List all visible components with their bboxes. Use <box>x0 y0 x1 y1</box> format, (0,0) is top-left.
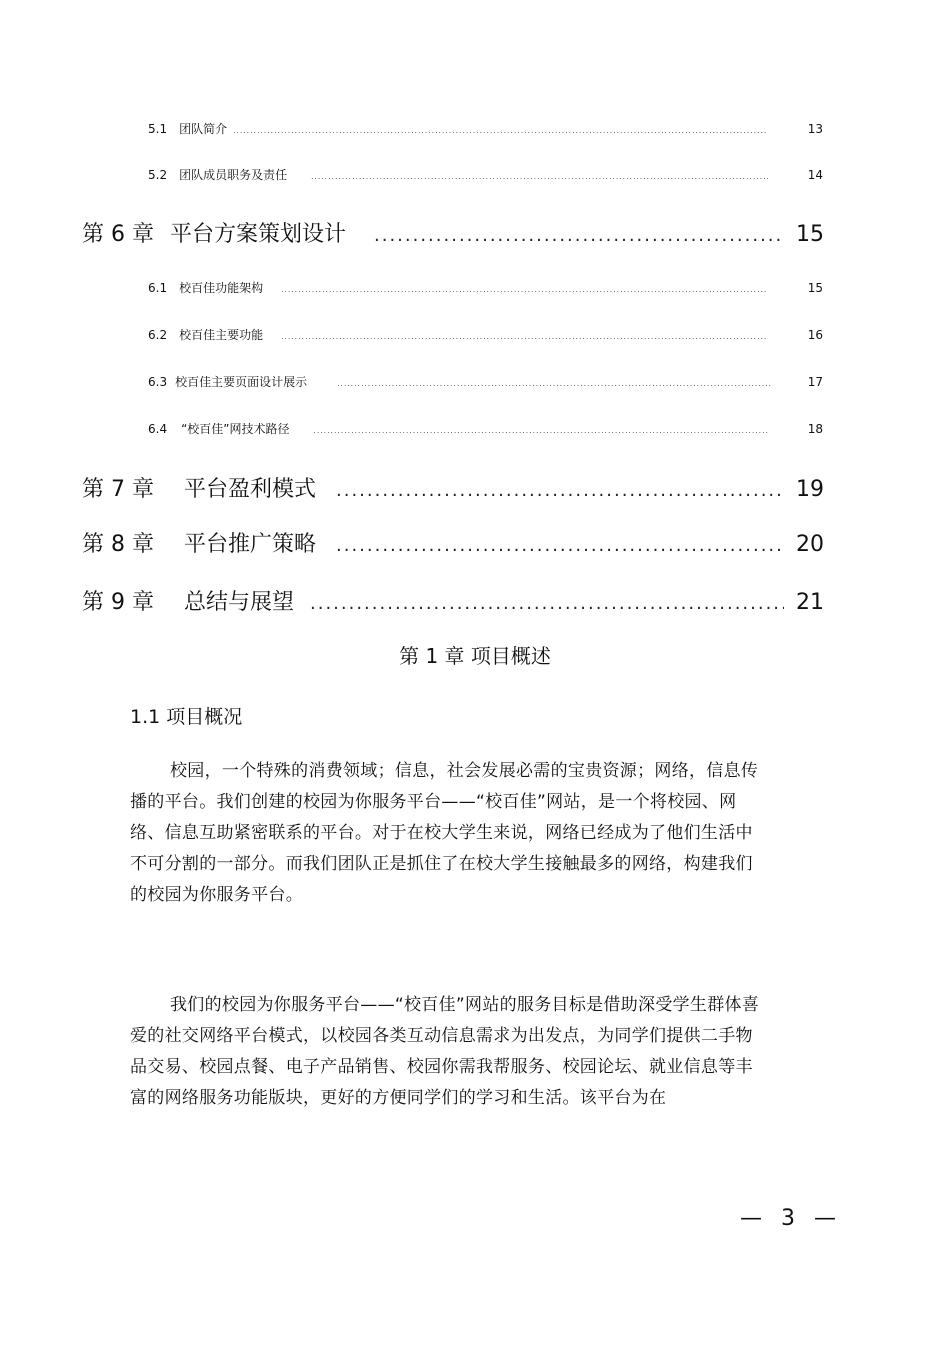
toc-page-number: 21 <box>796 590 824 615</box>
toc-page-number: 19 <box>796 477 824 502</box>
toc-entry[interactable] <box>82 527 824 558</box>
toc-entry[interactable] <box>148 373 823 390</box>
toc-entry-label: 6.3 校百佳主要页面设计展示 <box>148 375 308 389</box>
toc-leader <box>314 427 768 435</box>
toc-entry-label: 6.2 校百佳主要功能 <box>148 328 264 342</box>
toc-entry[interactable] <box>82 472 824 503</box>
toc-entry[interactable] <box>148 420 823 437</box>
toc-entry-label: 6.4 “校百佳”网技术路径 <box>148 422 290 436</box>
toc-entry[interactable] <box>148 326 823 343</box>
toc-leader <box>374 225 784 246</box>
toc-entry-label: 5.2 团队成员职务及责任 <box>148 168 288 182</box>
page-number: — 3 — <box>740 1206 842 1231</box>
toc-entry-label: 第 7 章 平台盈利模式 <box>82 477 316 502</box>
toc-entry[interactable] <box>82 585 824 616</box>
toc-page-number: 15 <box>796 222 824 247</box>
toc-entry-label: 第 6 章 平台方案策划设计 <box>82 222 346 247</box>
toc-entry[interactable] <box>82 217 824 248</box>
toc-leader <box>311 173 768 181</box>
toc-entry[interactable] <box>148 279 823 296</box>
toc-leader <box>281 286 766 294</box>
toc-leader <box>337 380 772 388</box>
toc-leader <box>336 535 784 556</box>
toc-entry[interactable] <box>148 120 823 137</box>
toc-entry-label: 第 8 章 平台推广策略 <box>82 532 316 557</box>
body-paragraph: 校园，一个特殊的消费领域；信息，社会发展必需的宝贵资源；网络，信息传播的平台。我们创建的校园为你服务平台——“校百佳”网站，是一个将校园、网络、信息互助紧密联系的平台。对于在校大学生来说，网络已经成为了他们生活中不可分割的一部分。而我们团队正是抓住了在校大学生接触最多的网络，构建我们的校园为你服务平台。 <box>130 761 759 905</box>
chapter-heading: 第 1 章 项目概述 <box>399 644 551 668</box>
toc-entry-label: 第 9 章 总结与展望 <box>82 590 294 615</box>
toc-page-number: 16 <box>807 328 823 342</box>
toc-leader <box>310 593 784 614</box>
toc-page-number: 13 <box>807 122 823 136</box>
toc-leader <box>336 480 784 501</box>
toc-entry[interactable] <box>148 166 823 183</box>
toc-leader <box>233 127 768 135</box>
toc-page-number: 18 <box>807 422 823 436</box>
toc-entry-label: 6.1 校百佳功能架构 <box>148 281 264 295</box>
toc-leader <box>281 333 766 341</box>
section-heading: 1.1 项目概况 <box>130 706 243 728</box>
toc-page-number: 15 <box>807 281 823 295</box>
toc-entry-label: 5.1 团队简介 <box>148 122 228 136</box>
body-paragraph: 我们的校园为你服务平台——“校百佳”网站的服务目标是借助深受学生群体喜爱的社交网络平台模式，以校园各类互动信息需求为出发点，为同学们提供二手物品交易、校园点餐、电子产品销售、校园你需我帮服务、校园论坛、就业信息等丰富的网络服务功能版块，更好的方便同学们的学习和生活。该平台为在 <box>130 995 760 1108</box>
toc-page-number: 20 <box>796 532 824 557</box>
toc-page-number: 14 <box>807 168 823 182</box>
toc-page-number: 17 <box>807 375 823 389</box>
